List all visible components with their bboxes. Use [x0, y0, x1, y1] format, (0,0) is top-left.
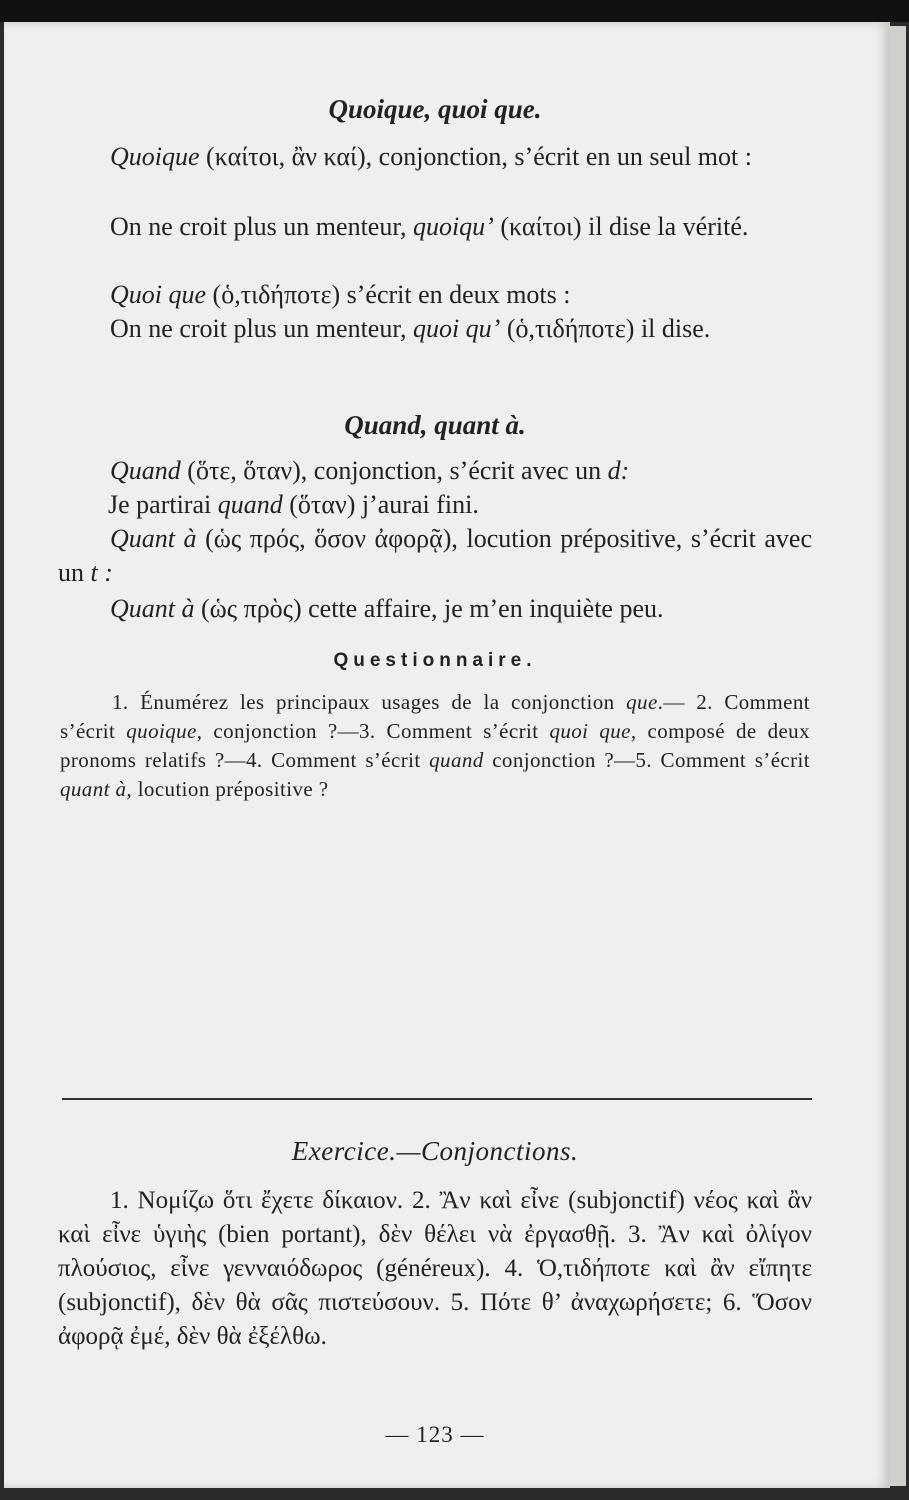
question-term: que — [626, 690, 658, 714]
question-text: conjonction ?—3. Comment s’écrit — [202, 719, 550, 743]
paragraph-text: (ὁ,τιδήποτε) s’écrit en deux mots : — [206, 280, 571, 309]
question-text: .— 2. Comment s’écrit — [60, 690, 811, 743]
page-number: — 123 — — [385, 1422, 485, 1447]
term-d: d: — [607, 456, 630, 485]
paragraph-quant-example — [58, 592, 812, 626]
heading-quoique: Quoique, quoi que. — [328, 94, 542, 124]
page-edge — [890, 26, 906, 1486]
question-text: conjonction ?—5. Comment s’écrit — [483, 748, 810, 772]
paragraph-text: (καίτοι, ἂν καί), conjonction, s’écrit en un seul mot : — [199, 142, 752, 171]
question-term: quoi que, — [549, 719, 637, 743]
term-quant-a: Quant à — [110, 524, 197, 553]
paragraph-text: (ὡς πρὸς) cette affaire, je m’en inquiète peu. — [194, 594, 664, 623]
paragraph-text: (ὡς πρός, ὅσον ἀφορᾷ), locution prépositive, s’écrit avec un — [58, 524, 812, 587]
exercise-title: Exercice.—Conjonctions. — [291, 1136, 579, 1166]
paragraph-text: On ne croit plus un menteur, — [110, 212, 413, 241]
question-term: quant à, — [60, 777, 133, 801]
questionnaire-text — [60, 688, 810, 804]
term-quand: quand — [217, 490, 283, 519]
paragraph-text: (ὁ,τιδήποτε) il dise. — [500, 314, 711, 343]
term-quant-a: Quant à — [110, 594, 195, 623]
paragraph-quant-definition — [58, 522, 812, 590]
paragraph-text: (ὅταν) j’aurai fini. — [282, 490, 479, 519]
paragraph-quoique-example — [58, 210, 812, 244]
question-text: 1. Énumérez les principaux usages de la conjonction — [112, 690, 627, 714]
paragraph-quoique-definition — [58, 140, 812, 174]
term-quand: Quand — [110, 456, 181, 485]
paragraph-quand-example — [108, 488, 812, 522]
exercise-text: 1. Νομίζω ὅτι ἔχετε δίκαιον. 2. Ἂν καὶ εἶνε (subjonctif) νέος καὶ ἂν καὶ εἶνε ὑγιὴς (bien portant), δὲν θέλει νὰ ἐργασθῇ. 3. Ἂν καὶ ὀλίγον πλούσιος, εἶνε γενναιόδωρος (généreux). 4. Ὁ,τιδήποτε καὶ ἂν εἴπητε (subjonctif), δὲν θὰ σᾶς πιστεύσουν. 5. Πότε θ’ ἀναχωρήσετε; 6. Ὅσον ἀφορᾷ ἐμέ, δὲν θὰ ἐξέλθω. — [58, 1187, 812, 1350]
questionnaire-title: Questionnaire. — [333, 650, 537, 671]
paragraph-quand-definition — [58, 454, 812, 488]
question-text: composé de deux pronoms relatifs ?—4. Comment s’écrit — [60, 719, 810, 772]
term-t: t : — [90, 558, 113, 587]
heading-quand: Quand, quant à. — [344, 410, 526, 440]
section-divider — [62, 1098, 812, 1100]
paragraph-text: (ὅτε, ὅταν), conjonction, s’écrit avec un — [180, 456, 608, 485]
paragraph-quoi-que-definition — [58, 278, 812, 312]
term-quoi-qu: quoi qu’ — [412, 314, 501, 343]
term-quoiqu: quoiqu’ — [412, 212, 494, 241]
paragraph-quoi-que-example — [58, 312, 812, 346]
paragraph-text: Je partirai — [108, 490, 218, 519]
question-text: locution prépositive ? — [132, 777, 329, 801]
scan-top-border — [0, 0, 909, 22]
term-quoi-que: Quoi que — [110, 280, 207, 309]
paragraph-text: (καίτοι) il dise la vérité. — [493, 212, 749, 241]
term-quoique: Quoique — [110, 142, 200, 171]
question-term: quand — [429, 748, 484, 772]
paragraph-text: On ne croit plus un menteur, — [110, 314, 413, 343]
question-term: quoique, — [126, 719, 203, 743]
